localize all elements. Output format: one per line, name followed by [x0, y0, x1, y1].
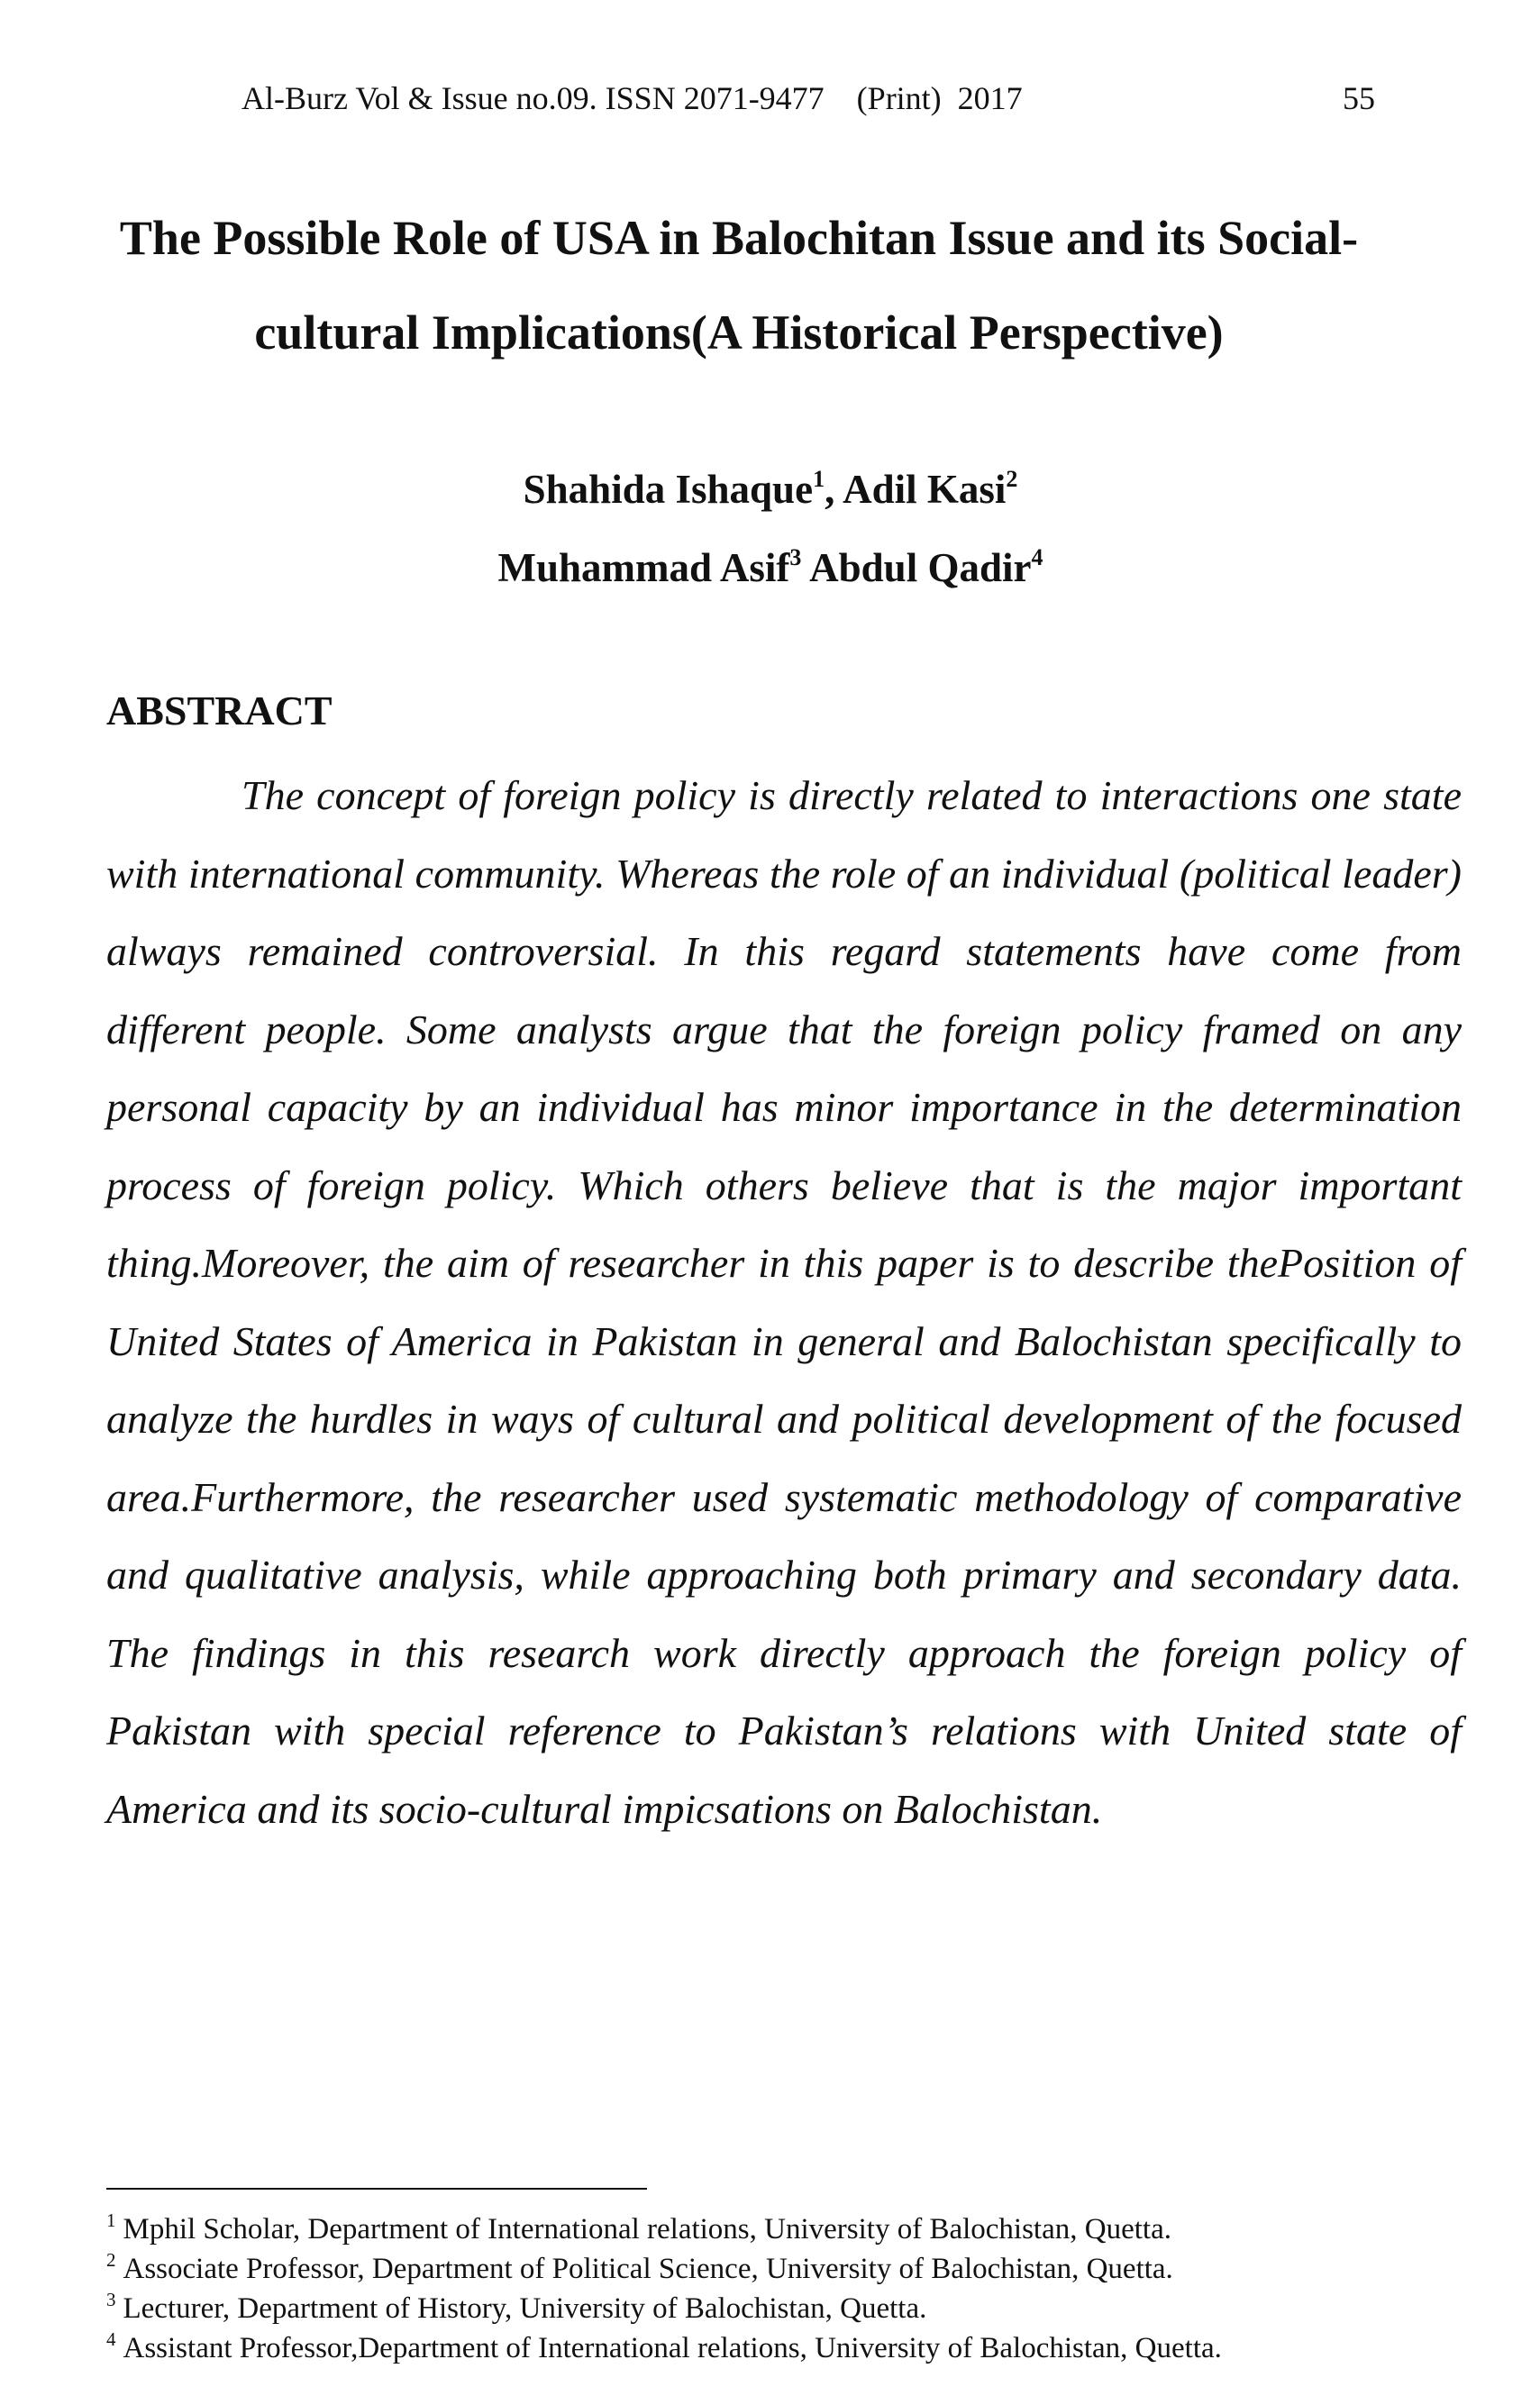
footnote-separator [106, 2188, 647, 2190]
author-footnote-mark: 3 [789, 544, 802, 570]
footnote-text: Lecturer, Department of History, University of Balochistan, Quetta. [123, 2292, 927, 2325]
footnote-1 [106, 2209, 1485, 2249]
footnote-text: Assistant Professor,Department of International relations, University of Balochistan, Quetta. [123, 2332, 1222, 2364]
page-number: 55 [1343, 80, 1375, 116]
author-footnote-mark: 2 [1006, 466, 1018, 492]
title-line-2: cultural Implications(A Historical Perspective) [254, 305, 1224, 360]
author-line-1: Shahida Ishaque$^1$, Adil Kasi$^2$ [523, 466, 1018, 512]
author-name: Shahida Ishaque [523, 467, 814, 512]
author-footnote-mark: 1 [813, 466, 825, 492]
footnote-text: Mphil Scholar, Department of International relations, University of Balochistan, Quetta. [123, 2213, 1171, 2246]
title-line-1: The Possible Role of USA in Balochitan Issue and its Social- [119, 211, 1359, 265]
footnote-4 [106, 2328, 1485, 2368]
footnote-text: Associate Professor, Department of Political Science, University of Balochistan, Quetta. [123, 2253, 1173, 2285]
running-head: Al-Burz Vol & Issue no.09. ISSN 2071-9477 (Print) 2017 [241, 80, 1023, 116]
footnote-2 [106, 2249, 1485, 2289]
abstract-heading: ABSTRACT [106, 688, 333, 733]
author-name: Muhammad Asif [497, 545, 790, 590]
abstract-body: The concept of foreign policy is directly related to interactions one state with international community. Whereas the role of an individual (political leader) always remained controversial. In this regard statements have come from different people. Some analysts argue that the foreign policy framed on any personal capacity by an individual has minor importance in the determination process of foreign policy. Which others believe that is the major important thing.Moreover, the aim of researcher in this paper is to describe thePosition of United States of America in Pakistan in general and Balochistan specifically to analyze the hurdles in ways of cultural and political development of the focused area.Furthermore, the researcher used systematic methodology of comparative and qualitative analysis, while approaching both primary and secondary data. The findings in this research work directly approach the foreign policy of Pakistan with special reference to Pakistan’s relations with United state of America and its socio-cultural impicsations on Balochistan. [106, 772, 1462, 1832]
author-line-2 [90, 529, 1451, 607]
footnote-number: 2 [106, 2249, 116, 2271]
author-name: Abdul Qadir [809, 545, 1032, 590]
paper-title [90, 191, 1388, 380]
author-name: Adil Kasi [843, 467, 1007, 512]
author-list [90, 451, 1451, 607]
footnotes [106, 2209, 1485, 2368]
footnote-number: 3 [106, 2289, 116, 2310]
footnote-3 [106, 2289, 1485, 2328]
footnote-number: 1 [106, 2209, 116, 2231]
footnote-number: 4 [106, 2328, 116, 2350]
author-footnote-mark: 4 [1031, 544, 1043, 570]
